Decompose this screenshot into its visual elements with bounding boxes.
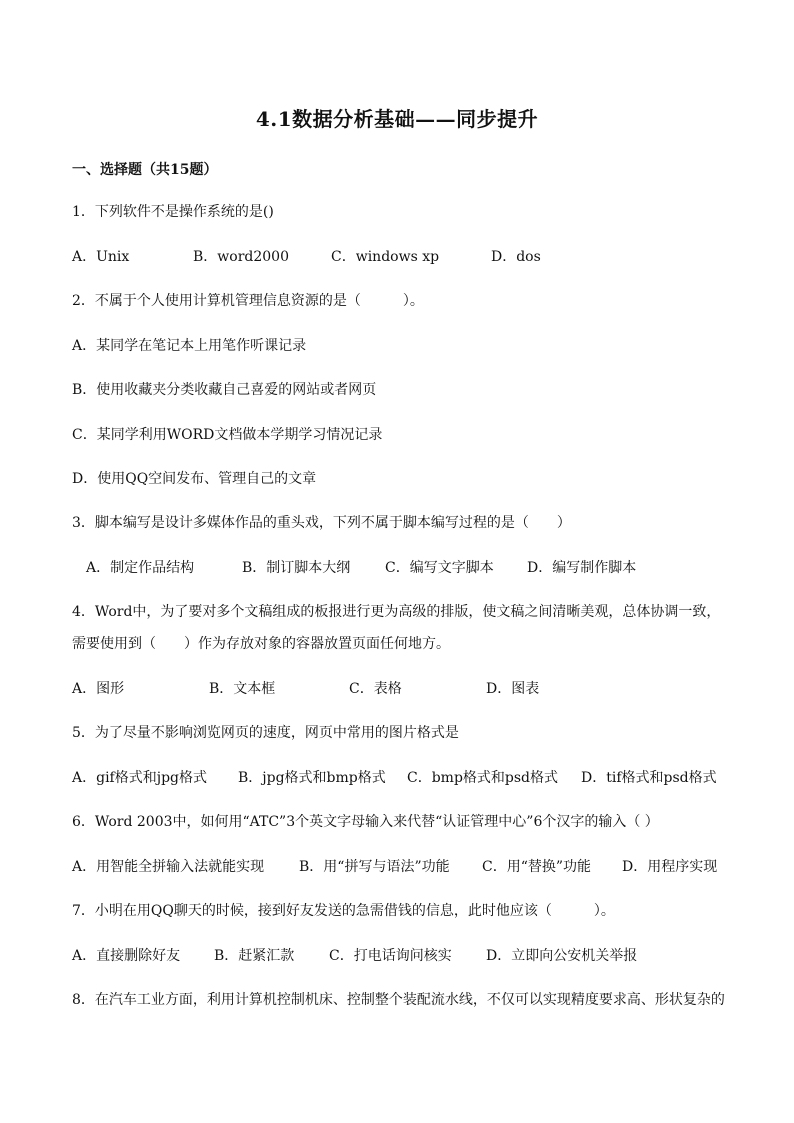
question-4-option-a: A．图形 (72, 681, 125, 697)
question-7-option-d: D．立即向公安机关举报 (486, 948, 638, 964)
question-4-stem-line2: 需要使用到（ ）作为存放对象的容器放置页面任何地方。 (72, 636, 450, 652)
question-5-option-a: A．gif格式和jpg格式 (72, 770, 207, 786)
question-7-stem: 7．小明在用QQ聊天的时候，接到好友发送的急需借钱的信息，此时他应该（ ）。 (72, 903, 615, 919)
question-2-option-a: A．某同学在笔记本上用笔作听课记录 (72, 338, 307, 354)
question-2-stem: 2．不属于个人使用计算机管理信息资源的是（ ）。 (72, 293, 424, 309)
question-5-option-c: C．bmp格式和psd格式 (407, 770, 559, 786)
question-1-option-d: D．dos (491, 249, 541, 265)
question-2-option-b: B．使用收藏夹分类收藏自己喜爱的网站或者网页 (72, 382, 377, 398)
question-4-option-b: B．文本框 (209, 681, 276, 697)
question-1-stem: 1．下列软件不是操作系统的是() (72, 204, 274, 220)
question-3-option-c: C．编写文字脚本 (385, 560, 494, 576)
question-6-option-c: C．用“替换”功能 (482, 859, 592, 875)
question-4-option-c: C．表格 (349, 681, 402, 697)
question-1-option-b: B．word2000 (193, 249, 289, 265)
question-3-option-d: D．编写制作脚本 (527, 560, 637, 576)
question-2-option-d: D．使用QQ空间发布、管理自己的文章 (72, 471, 317, 487)
question-7-option-a: A．直接删除好友 (72, 948, 181, 964)
question-5-stem: 5．为了尽量不影响浏览网页的速度，网页中常用的图片格式是 (72, 725, 459, 741)
question-3-option-a: A．制定作品结构 (86, 560, 195, 576)
question-3-option-b: B．制订脚本大纲 (242, 560, 351, 576)
question-1-option-c: C．windows xp (331, 249, 440, 265)
question-4-option-d: D．图表 (486, 681, 540, 697)
question-4-stem-line1: 4．Word中，为了要对多个文稿组成的板报进行更为高级的排版，使文稿之间清晰美观，总体协调一致， (72, 604, 721, 620)
question-7-option-b: B．赶紧汇款 (214, 948, 295, 964)
question-5-option-d: D．tif格式和psd格式 (581, 770, 717, 786)
question-7-option-c: C．打电话询问核实 (329, 948, 452, 964)
question-5-option-b: B．jpg格式和bmp格式 (238, 770, 386, 786)
question-6-option-b: B．用“拼写与语法”功能 (299, 859, 450, 875)
question-6-option-d: D．用程序实现 (622, 859, 718, 875)
question-2-option-c: C．某同学利用WORD文档做本学期学习情况记录 (72, 427, 383, 443)
section-heading: 一、选择题（共15题） (72, 162, 218, 178)
question-8-stem-line1: 8．在汽车工业方面，利用计算机控制机床、控制整个装配流水线，不仅可以实现精度要求高、形状复杂的 (72, 992, 725, 1008)
question-6-option-a: A．用智能全拼输入法就能实现 (72, 859, 265, 875)
question-1-option-a: A．Unix (72, 249, 130, 265)
document-title: 4.1数据分析基础——同步提升 (255, 107, 539, 131)
question-6-stem: 6．Word 2003中，如何用“ATC”3个英文字母输入来代替“认证管理中心”6个汉字的输入（ ） (72, 814, 659, 830)
question-3-stem: 3．脚本编写是设计多媒体作品的重头戏，下列不属于脚本编写过程的是（ ） (72, 515, 571, 531)
